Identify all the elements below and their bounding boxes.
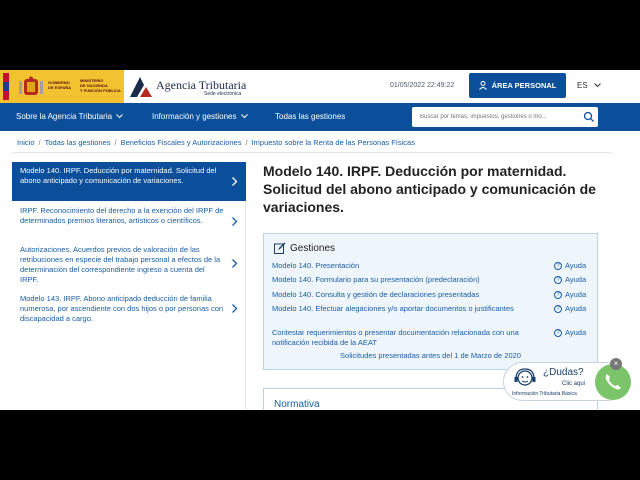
agency-name: Agencia Tributaria [156, 78, 247, 92]
search-input[interactable] [412, 114, 580, 120]
nav-item-label: Sobre la Agencia Tributaria [16, 112, 113, 121]
sidebar-item-modelo-140[interactable] [12, 162, 246, 201]
nav-item-label: Información y gestiones [152, 112, 237, 121]
sidebar [12, 162, 246, 410]
edit-icon [274, 242, 286, 254]
ayuda-link[interactable] [554, 290, 586, 299]
gov-line-1: GOBIERNO [48, 80, 70, 85]
sidebar-item-acuerdos-valoracion[interactable] [12, 241, 246, 289]
ayuda-link[interactable] [554, 261, 586, 270]
nav-item-label: Todas las gestiones [275, 112, 346, 121]
divider [12, 152, 612, 153]
ayuda-label: Ayuda [565, 328, 587, 337]
dudas-info: Información Tributaria Básica [512, 391, 577, 397]
main-navigation [0, 103, 640, 131]
dudas-clic: Clic aquí [562, 381, 586, 387]
gestion-formulario[interactable]: Modelo 140. Formulario para su presentación (predeclaración) [272, 275, 480, 284]
gestion-consulta[interactable]: Modelo 140. Consulta y gestión de declaraciones presentadas [272, 290, 480, 299]
ayuda-link[interactable] [554, 328, 586, 337]
help-icon: ? [554, 276, 562, 284]
close-icon[interactable]: × [610, 358, 622, 370]
help-icon: ? [554, 305, 562, 313]
chevron-right-icon [231, 304, 238, 313]
gestiones-title: Gestiones [290, 242, 336, 254]
area-personal-label: ÁREA PERSONAL [491, 81, 557, 90]
normativa-link[interactable]: Normativa [274, 399, 320, 410]
ayuda-label: Ayuda [565, 304, 587, 313]
nav-todas-gestiones[interactable] [275, 112, 345, 121]
help-icon: ? [554, 291, 562, 299]
sidebar-item-exencion-premios[interactable] [12, 202, 246, 240]
language-selector[interactable] [577, 81, 601, 90]
language-label: ES [577, 81, 588, 90]
chevron-right-icon [231, 177, 238, 186]
coat-of-arms-icon [18, 76, 44, 98]
browser-page [0, 70, 640, 410]
gestiones-heading [274, 242, 335, 254]
eu-flag-strip [3, 73, 9, 100]
ayuda-label: Ayuda [565, 261, 587, 270]
server-datetime: 01/05/2022 22:49:22 [390, 82, 455, 89]
gestion-alegaciones[interactable]: Modelo 140. Efectuar alegaciones y/o aportar documentos o justificantes [272, 304, 514, 313]
help-icon: ? [554, 329, 562, 337]
ayuda-label: Ayuda [565, 290, 587, 299]
search-box [412, 107, 598, 127]
breadcrumb-todas-gestiones[interactable]: Todas las gestiones [44, 138, 111, 147]
gestiones-panel [263, 233, 598, 370]
breadcrumb-inicio[interactable]: Inicio [17, 138, 35, 147]
chevron-down-icon [594, 83, 601, 88]
ministry-line-3: Y FUNCIÓN PÚBLICA [80, 88, 121, 93]
site-header [0, 70, 640, 103]
chevron-right-icon [231, 217, 238, 226]
chevron-down-icon [116, 114, 123, 119]
ayuda-link[interactable] [554, 275, 586, 284]
chevron-down-icon [241, 114, 248, 119]
page-title: Modelo 140. IRPF. Deducción por maternidad. Solicitud del abono anticipado y comunicación de variaciones. [263, 163, 596, 215]
agency-subtitle: Sede electrónica [204, 91, 242, 97]
gestion-requerimientos[interactable]: Contestar requerimientos o presentar documentación relacionada con una notificación recibida de la AEAT [272, 328, 519, 347]
search-icon[interactable] [582, 110, 596, 124]
gov-line-2: DE ESPAÑA [48, 85, 72, 90]
breadcrumb-beneficios-fiscales[interactable]: Beneficios Fiscales y Autorizaciones [120, 138, 242, 147]
ayuda-link[interactable] [554, 304, 586, 313]
ministry-line-1: MINISTERIO [80, 78, 104, 83]
gestiones-note[interactable]: Solicitudes presentadas antes del 1 de Marzo de 2020 [340, 351, 521, 360]
breadcrumb-irpf[interactable]: Impuesto sobre la Renta de las Personas Físicas [251, 138, 415, 147]
user-icon [479, 81, 487, 90]
nav-informacion-gestiones[interactable] [152, 112, 248, 121]
ministry-line-2: DE HACIENDA [80, 83, 108, 88]
gestion-presentacion[interactable]: Modelo 140. Presentación [272, 261, 360, 270]
sidebar-item-modelo-143[interactable] [12, 290, 246, 330]
ayuda-label: Ayuda [565, 275, 587, 284]
sidebar-item-label: IRPF. Reconocimiento del derecho a la exención del IRPF de determinados premios literarios, artísticos o científicos. [20, 206, 224, 225]
sidebar-item-label: Modelo 140. IRPF. Deducción por maternidad. Solicitud del abono anticipado y comunicación de variaciones. [20, 166, 217, 185]
breadcrumb: Inicio / Todas las gestiones / Beneficios Fiscales y Autorizaciones / Impuesto sobre la Renta de las Personas Físicas [17, 138, 415, 147]
help-icon: ? [554, 262, 562, 270]
nav-sobre-agencia[interactable] [16, 112, 123, 121]
gobierno-logo[interactable] [0, 70, 124, 103]
sidebar-item-label: Modelo 143. IRPF. Abono anticipado deducción de familia numerosa, por ascendiente con dos hijos o por personas con discapacidad a cargo. [20, 294, 224, 323]
dudas-title: ¿Dudas? [543, 367, 584, 378]
area-personal-button[interactable] [469, 73, 566, 98]
support-agent-icon [512, 367, 538, 391]
sidebar-item-label: Autorizaciones. Acuerdos previos de valoración de las retribuciones en especie del trabajo personal a efectos de la determinación del correspondiente ingreso a cuenta del IRPF. [20, 245, 221, 284]
chevron-right-icon [231, 259, 238, 268]
